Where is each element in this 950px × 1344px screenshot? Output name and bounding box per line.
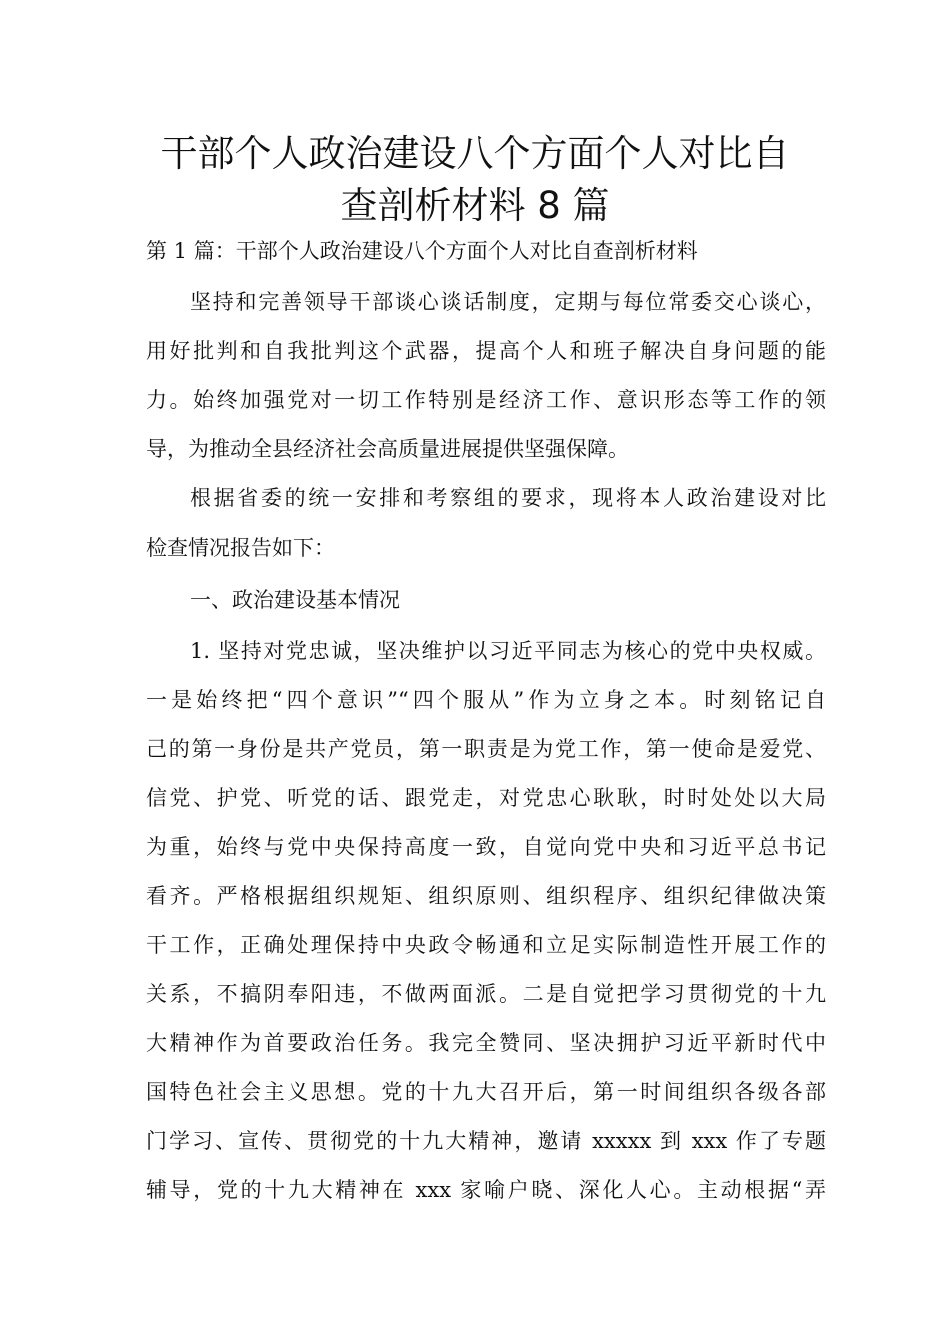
paragraph-line: 辅导，党的十九大精神在 xxx 家喻户晓、深化人心。主动根据“弄 <box>146 1178 826 1202</box>
paragraph-line: 导，为推动全县经济社会高质量进展提供坚强保障。 <box>146 437 629 461</box>
paragraph-line: 国特色社会主义思想。党的十九大召开后，第一时间组织各级各部 <box>146 1080 826 1104</box>
document-title-line-1: 干部个人政治建设八个方面个人对比自 <box>160 132 790 175</box>
paragraph-line: 根据省委的统一安排和考察组的要求，现将本人政治建设对比 <box>190 486 826 510</box>
paragraph-line: 信党、护党、听党的话、跟党走，对党忠心耿耿，时时处处以大局 <box>146 786 826 810</box>
paragraph-line: 用好批判和自我批判这个武器，提高个人和班子解决自身问题的能 <box>146 339 826 363</box>
paragraph-line: 坚持和完善领导干部谈心谈话制度，定期与每位常委交心谈心， <box>190 290 826 314</box>
paragraph-line: 大精神作为首要政治任务。我完全赞同、坚决拥护习近平新时代中 <box>146 1031 826 1055</box>
paragraph-line: 门学习、宣传、贯彻党的十九大精神，邀请 xxxxx 到 xxx 作了专题 <box>146 1129 826 1153</box>
paragraph-line: 力。始终加强党对一切工作特别是经济工作、意识形态等工作的领 <box>146 388 826 412</box>
section-heading: 第 1 篇：干部个人政治建设八个方面个人对比自查剖析材料 <box>146 239 698 263</box>
paragraph-line: 干工作，正确处理保持中央政令畅通和立足实际制造性开展工作的 <box>146 933 826 957</box>
paragraph-line: 一是始终把“四个意识”“四个服从”作为立身之本。时刻铭记自 <box>146 688 826 712</box>
document-title-line-2: 查剖析材料 8 篇 <box>340 184 610 227</box>
paragraph-line: 关系，不搞阴奉阳违，不做两面派。二是自觉把学习贯彻党的十九 <box>146 982 826 1006</box>
paragraph-line: 为重，始终与党中央保持高度一致，自觉向党中央和习近平总书记 <box>146 835 826 859</box>
paragraph-line: 己的第一身份是共产党员，第一职责是为党工作，第一使命是爱党、 <box>146 737 826 761</box>
paragraph-line: 检查情况报告如下： <box>146 536 335 560</box>
paragraph-line: 1. 坚持对党忠诚，坚决维护以习近平同志为核心的党中央权威。 <box>190 639 826 663</box>
subsection-heading: 一、政治建设基本情况 <box>190 588 400 612</box>
paragraph-line: 看齐。严格根据组织规矩、组织原则、组织程序、组织纪律做决策 <box>146 884 826 908</box>
